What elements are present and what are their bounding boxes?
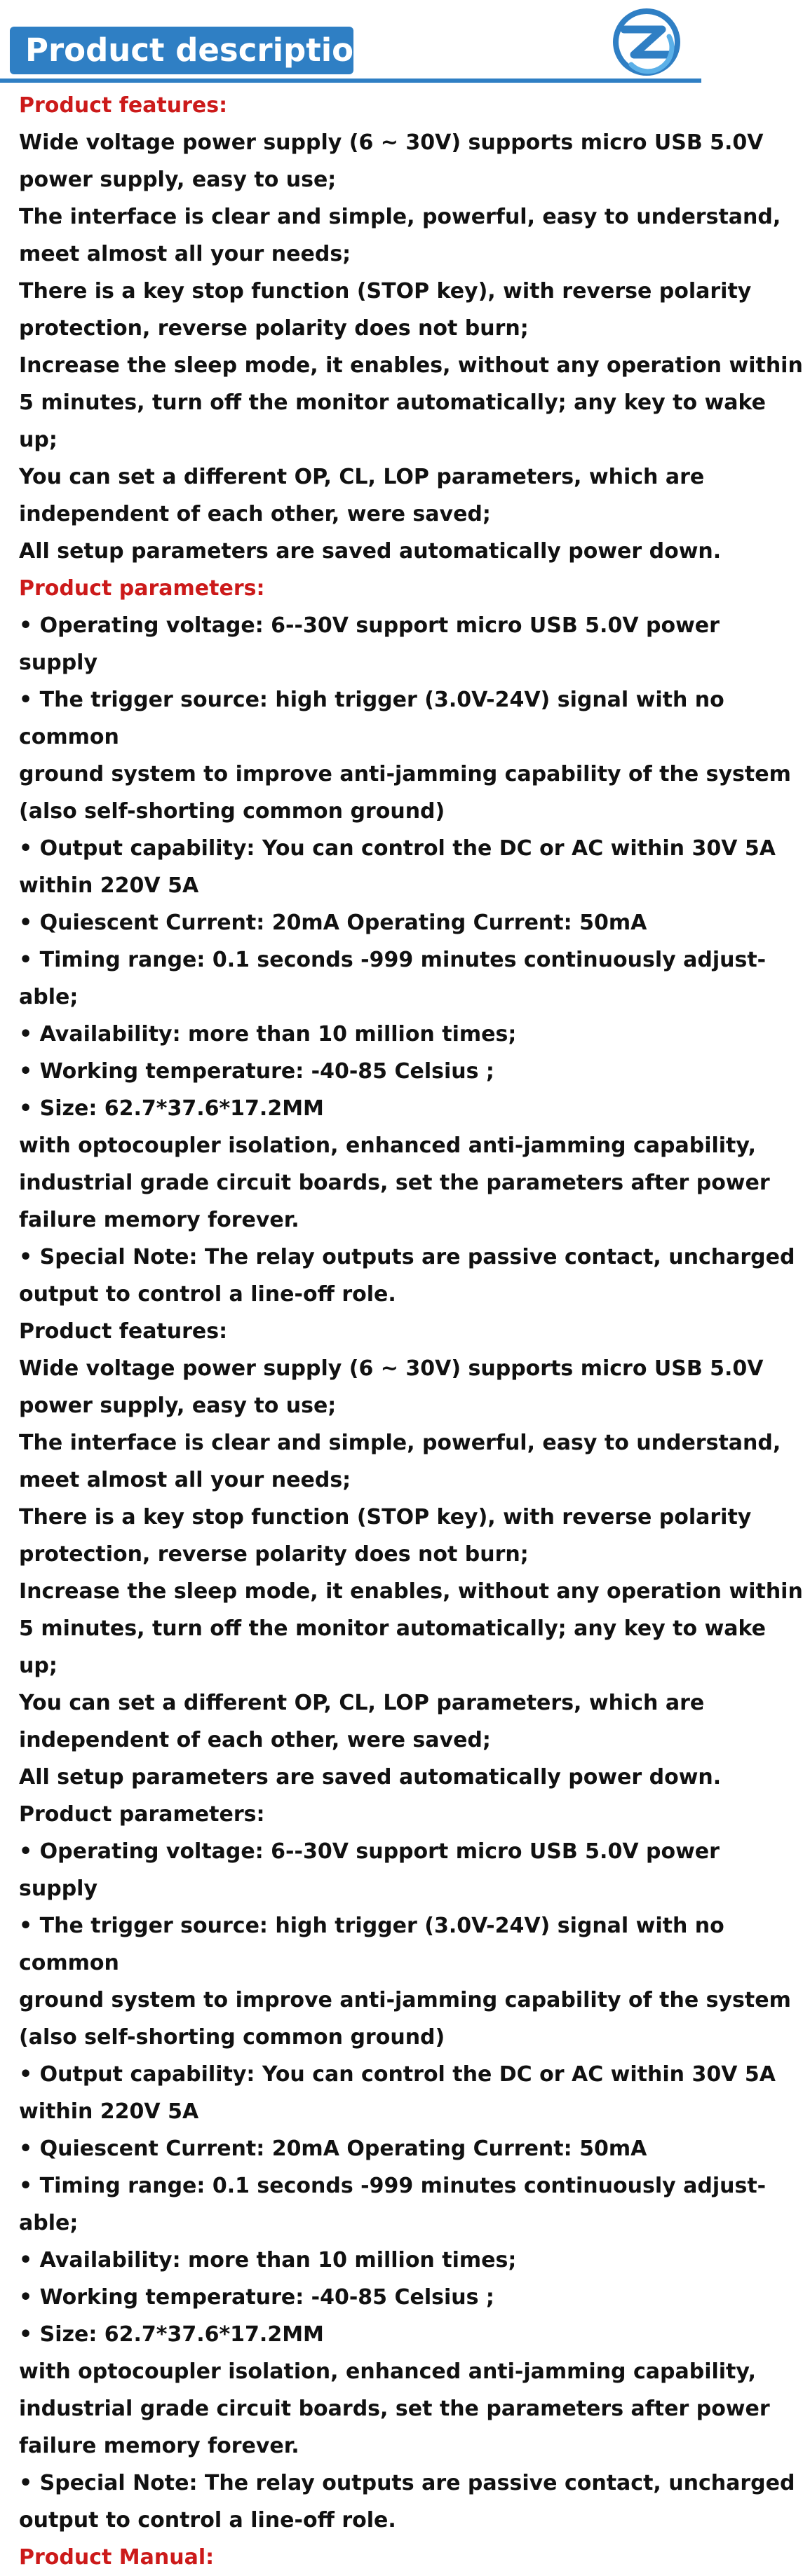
text-line: • Quiescent Current: 20mA Operating Current: 50mA (19, 2137, 647, 2161)
page-header (0, 0, 701, 84)
text-line: Wide voltage power supply (6 ~ 30V) supports micro USB 5.0V (19, 1356, 764, 1381)
text-line: • Timing range: 0.1 seconds -999 minutes continuously adjust- (19, 948, 767, 972)
text-line: common (19, 725, 119, 749)
text-line: All setup parameters are saved automatically power down. (19, 1765, 722, 1790)
text-line: failure memory forever. (19, 1208, 299, 1232)
text-line: There is a key stop function (STOP key), with reverse polarity (19, 279, 752, 304)
text-line: • Operating voltage: 6--30V support micro USB 5.0V power (19, 1839, 720, 1864)
text-line: Increase the sleep mode, it enables, without any operation within (19, 1579, 803, 1604)
description-body (19, 87, 803, 2576)
text-line: • Size: 62.7*37.6*17.2MM (19, 2322, 324, 2347)
section-heading: Product Manual: (19, 2545, 215, 2570)
text-line: output to control a line-off role. (19, 1282, 396, 1307)
text-line: industrial grade circuit boards, set the parameters after power (19, 2397, 770, 2421)
text-line: • Operating voltage: 6--30V support micro USB 5.0V power (19, 613, 720, 638)
text-line: • The trigger source: high trigger (3.0V-24V) signal with no (19, 688, 724, 712)
text-line: power supply, easy to use; (19, 168, 337, 192)
text-line: There is a key stop function (STOP key), with reverse polarity (19, 1505, 752, 1529)
text-line: power supply, easy to use; (19, 1393, 337, 1418)
text-line: • Working temperature: -40-85 Celsius ; (19, 1059, 494, 1084)
text-line: (also self-shorting common ground) (19, 799, 445, 824)
text-line: All setup parameters are saved automatically power down. (19, 539, 722, 564)
text-line: independent of each other, were saved; (19, 502, 491, 526)
text-line: up; (19, 428, 58, 452)
text-line: Increase the sleep mode, it enables, without any operation within (19, 353, 803, 378)
text-line: Product features: (19, 1319, 228, 1344)
section-heading: Product parameters: (19, 576, 265, 601)
text-line: • Output capability: You can control the DC or AC within 30V 5A (19, 2062, 776, 2087)
text-line: • Quiescent Current: 20mA Operating Current: 50mA (19, 911, 647, 935)
text-line: meet almost all your needs; (19, 1468, 351, 1492)
text-line: • Special Note: The relay outputs are passive contact, uncharged (19, 2471, 795, 2495)
text-line: 5 minutes, turn off the monitor automatically; any key to wake (19, 1616, 767, 1641)
brand-logo-icon (610, 6, 683, 79)
text-line: • Availability: more than 10 million times; (19, 1022, 517, 1047)
header-divider (0, 79, 701, 83)
text-line: You can set a different OP, CL, LOP parameters, which are (19, 465, 705, 489)
text-line: industrial grade circuit boards, set the parameters after power (19, 1171, 770, 1195)
text-line: ground system to improve anti-jamming capability of the system (19, 762, 791, 786)
text-line: The interface is clear and simple, powerful, easy to understand, (19, 205, 781, 229)
text-line: • Working temperature: -40-85 Celsius ; (19, 2285, 494, 2310)
text-line: independent of each other, were saved; (19, 1728, 491, 1752)
text-line: with optocoupler isolation, enhanced anti-jamming capability, (19, 2359, 757, 2384)
text-line: supply (19, 1876, 98, 1901)
text-line: able; (19, 985, 79, 1009)
page-title: Product description (10, 27, 353, 74)
text-line: within 220V 5A (19, 2099, 199, 2124)
text-line: 5 minutes, turn off the monitor automatically; any key to wake (19, 390, 767, 415)
text-line: able; (19, 2211, 79, 2235)
text-line: The interface is clear and simple, powerful, easy to understand, (19, 1431, 781, 1455)
text-line: protection, reverse polarity does not burn; (19, 316, 529, 341)
text-line: • Special Note: The relay outputs are passive contact, uncharged (19, 1245, 795, 1269)
text-line: ground system to improve anti-jamming capability of the system (19, 1988, 791, 2012)
text-line: • Size: 62.7*37.6*17.2MM (19, 1096, 324, 1121)
text-line: meet almost all your needs; (19, 242, 351, 266)
text-line: common (19, 1951, 119, 1975)
text-line: • The trigger source: high trigger (3.0V-24V) signal with no (19, 1914, 724, 1938)
text-line: protection, reverse polarity does not burn; (19, 1542, 529, 1567)
text-line: Wide voltage power supply (6 ~ 30V) supports micro USB 5.0V (19, 130, 764, 155)
text-line: You can set a different OP, CL, LOP parameters, which are (19, 1691, 705, 1715)
text-line: • Timing range: 0.1 seconds -999 minutes continuously adjust- (19, 2174, 767, 2198)
text-line: output to control a line-off role. (19, 2508, 396, 2533)
text-line: with optocoupler isolation, enhanced anti-jamming capability, (19, 1133, 757, 1158)
text-line: Product parameters: (19, 1802, 265, 1827)
text-line: • Availability: more than 10 million times; (19, 2248, 517, 2272)
text-line: up; (19, 1654, 58, 1678)
text-line: (also self-shorting common ground) (19, 2025, 445, 2050)
text-line: within 220V 5A (19, 873, 199, 898)
text-line: • Output capability: You can control the DC or AC within 30V 5A (19, 836, 776, 861)
section-heading: Product features: (19, 93, 228, 118)
text-line: failure memory forever. (19, 2434, 299, 2458)
text-line: supply (19, 650, 98, 675)
